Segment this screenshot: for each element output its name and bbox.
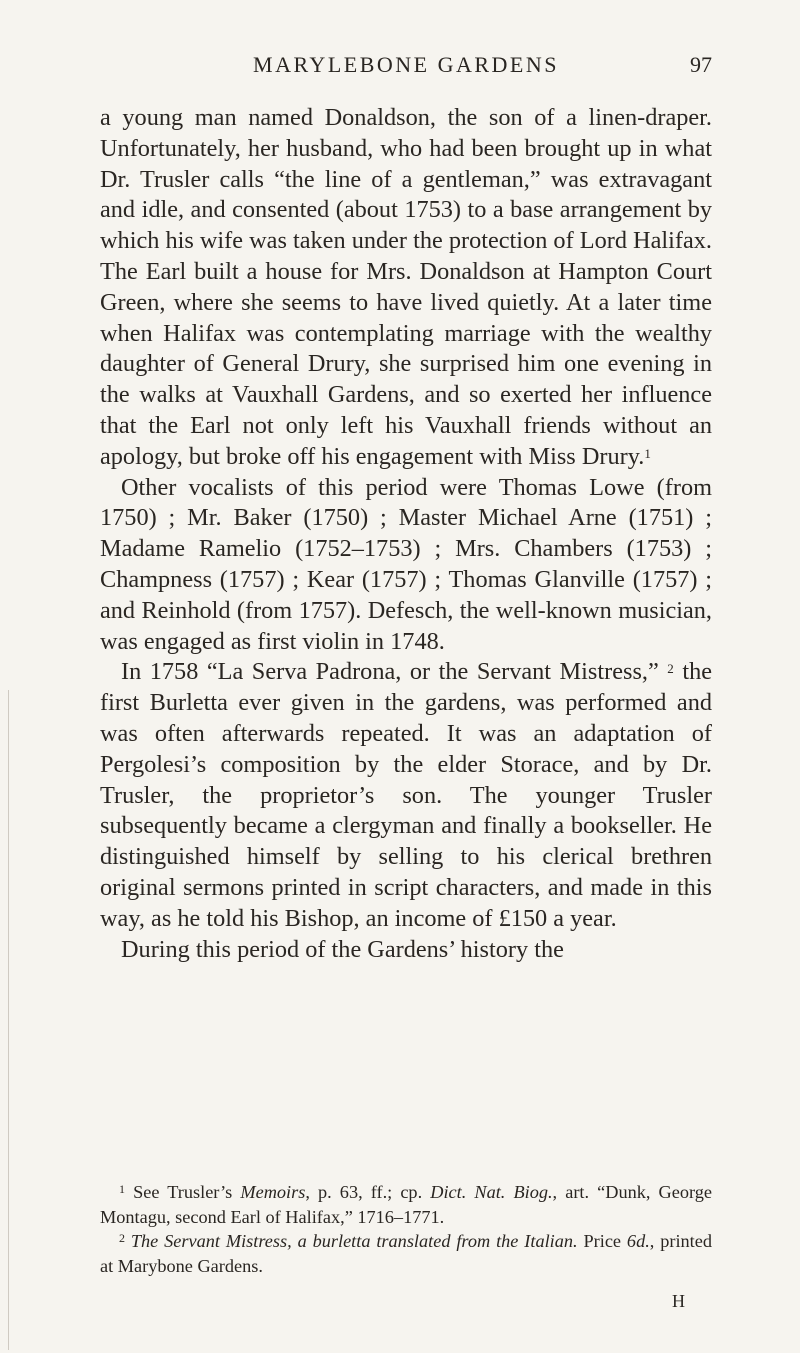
footnote-2-price: 6d. xyxy=(626,1231,650,1251)
running-head: MARYLEBONE GARDENS xyxy=(253,52,559,77)
paragraph-2: Other vocalists of this period were Thomas Lowe (from 1750) ; Mr. Baker (1750) ; Master Michael Arne (1751) ; Madame Ramelio (1752–1753) ; Mrs. Chambers (1753) ; Champness (1757) ; Kear (1757) ; Thomas Glanville (1757) ; and Reinhold (from 1757). Defesch, the well-known musician, was engaged as first violin in 1748. xyxy=(100,473,712,655)
footnote-1 xyxy=(100,1180,712,1229)
signature-mark: H xyxy=(672,1291,685,1311)
body-text xyxy=(100,103,712,965)
footnote-1-mark: 1 xyxy=(119,1182,125,1196)
page-number: 97 xyxy=(690,52,712,77)
footnote-2-mark: 2 xyxy=(119,1231,125,1245)
paragraph-4: During this period of the Gardens’ history the xyxy=(121,935,564,963)
footnote-2-text-b: , printed at Marybone Gardens. xyxy=(100,1231,712,1276)
paragraph-1 xyxy=(100,103,712,473)
paragraph-3-text-a: In 1758 “La Serva Padrona, or the Servant Mistress,” xyxy=(121,658,659,686)
footnote-ref-2: 2 xyxy=(667,661,674,677)
footnote-2 xyxy=(100,1229,712,1278)
footnote-ref-1: 1 xyxy=(644,445,651,461)
paragraph-1-text: a young man named Donaldson, the son of a linen-draper. Unfortunately, her husband, who had been brought up in what Dr. Trusler calls “the line of a gentleman,” was extravagant and idle, and consented (about 1753) to a base arrangement by which his wife was taken under the protection of Lord Halifax. The Earl built a house for Mrs. Donaldson at Hampton Court Green, where she seems to have lived quietly. At a later time when Halifax was contemplating marriage with the wealthy daughter of General Drury, she surprised him one evening in the walks at Vauxhall Gardens, and so exerted her influence that the Earl not only left his Vauxhall friends without an apology, but broke off his engagement with Miss Drury. xyxy=(100,104,712,470)
footnote-1-text-a: See Trusler’s xyxy=(133,1182,233,1202)
paragraph-3 xyxy=(100,657,712,934)
footnote-2-title: The Servant Mistress, a burletta translated from the Italian. xyxy=(130,1231,578,1251)
paragraph-3-text-b: the first Burletta ever given in the gardens, was performed and was often afterwards repeated. It was an adaptation of Pergolesi’s composition by the elder Storace, and by Dr. Trusler, the proprietor’s son. The younger Trusler subsequently became a clergyman and finally a bookseller. He distinguished himself by selling to his clerical brethren original sermons printed in script characters, and made in this way, as he told his Bishop, an income of £150 a year. xyxy=(100,658,713,932)
footnote-1-text-b: , p. 63, ff.; cp. xyxy=(305,1182,423,1202)
footnotes xyxy=(100,1180,712,1278)
footnote-1-title-dnb: Dict. Nat. Biog. xyxy=(430,1182,553,1202)
footnote-1-title-memoirs: Memoirs xyxy=(240,1182,306,1202)
page-edge-line xyxy=(8,690,9,1350)
footnote-1-text-c: , art. “Dunk, George Montagu, second Earl of Halifax,” 1716–1771. xyxy=(100,1182,712,1227)
footnote-2-text-a: Price xyxy=(583,1231,622,1251)
page-header xyxy=(100,50,712,86)
